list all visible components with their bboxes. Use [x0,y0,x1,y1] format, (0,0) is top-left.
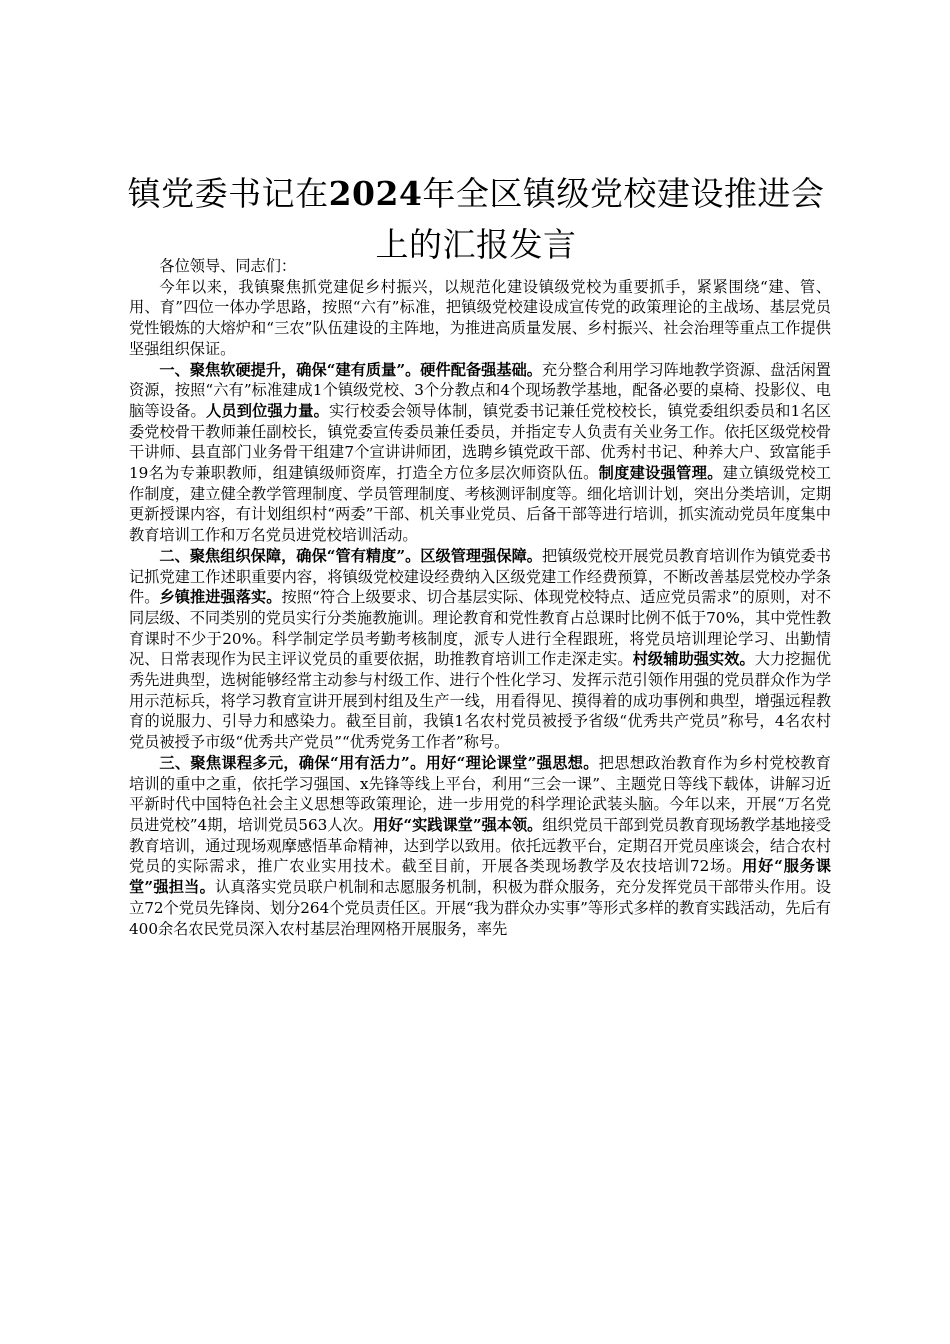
document-body [129,256,831,939]
section-3-text-1: 把思想政治教育作为乡村党校教育培训的重中之重，依托学习强国、x先锋等线上平台，利用“三会一课”、主题党日等线下载体，讲解习近平新时代中国特色社会主义思想等政策理论，进一步用党的科学理论武装头脑。今年以来，开展“万名党员进党校”4期，培训党员563人次。 [129,753,831,834]
section-1-subheading-3: 制度建设强管理。 [598,464,723,483]
section-2-subheading-3: 村级辅助强实效。 [632,650,755,669]
section-3-subheading-3: 用好“服务课堂”强担当。 [129,857,831,897]
title-part1: 镇党委书记在 [127,174,329,213]
section-3-text-2: 组织党员干部到党员教育现场教学基地接受教育培训，通过现场观摩感悟革命精神，达到学以致用。依托远教平台，定期召开党员座谈会，结合农村党员的实际需求，推广农业实用技术。截至目前，开展各类现场教学及农技培训72场。 [129,815,831,876]
section-2-text-1: 把镇级党校开展党员教育培训作为镇党委书记抓党建工作述职重要内容，将镇级党校建设经费纳入区级党建工作经费预算，不断改善基层党校办学条件。 [129,546,831,607]
section-1-text-1: 充分整合利用学习阵地教学资源、盘活闲置资源，按照“六有”标准建成1个镇级党校、3个分教点和4个现场教学基地，配备必要的桌椅、投影仪、电脑等设备。 [129,360,831,420]
section-2-text-2: 按照“符合上级要求、切合基层实际、体现党校特点、适应党员需求”的原则，对不同层级、不同类别的党员实行分类施教施训。理论教育和党性教育占总课时比例不低于70%，其中党性教育课时不少于20%。科学制定学员考勤考核制度，派专人进行全程跟班，将党员培训理论学习、出勤情况、日常表现作为民主评议党员的重要依据，助推教育培训工作走深走实。 [129,588,832,669]
title-year: 2024 [328,174,423,213]
section-1-text-2: 实行校委会领导体制，镇党委书记兼任党校校长，镇党委组织委员和1名区委党校骨干教师兼任副校长，镇党委宣传委员兼任委员，并指定专人负责有关业务工作。依托区级党校骨干讲师、县直部门业务骨干组建7个宣讲讲师团，选聘乡镇党政干部、优秀村书记、种养大户、致富能手19名为专兼职教师，组建镇级师资库，打造全方位多层次师资队伍。 [129,401,832,483]
title-part2: 年全区镇级党校建设推进会上的汇报发言 [375,174,825,264]
section-1-heading: 一、聚焦软硬提升，确保“建有质量”。 [159,360,421,379]
section-1-subheading-2: 人员到位强力量。 [205,401,330,420]
section-2-subheading-2: 乡镇推进强落实。 [159,588,282,607]
document-title [120,168,832,270]
section-1-subheading-1: 硬件配备强基础。 [420,360,542,379]
section-3-heading: 三、聚焦课程多元，确保“用有活力”。 [159,753,426,772]
section-3-subheading-2: 用好“实践课堂”强本领。 [372,815,543,834]
intro-paragraph: 今年以来，我镇聚焦抓党建促乡村振兴，以规范化建设镇级党校为重要抓手，紧紧围绕“建、管、用、育”四位一体办学思路，按照“六有”标准，把镇级党校建设成宣传党的政策理论的主战场、基层党员党性锻炼的大熔炉和“三农”队伍建设的主阵地，为推进高质量发展、乡村振兴、社会治理等重点工作提供坚强组织保证。 [129,277,831,358]
section-1-paragraph [129,360,831,546]
section-3-subheading-1: 用好“理论课堂”强思想。 [425,753,599,772]
salutation: 各位领导、同志们： [159,257,297,275]
section-2-heading: 二、聚焦组织保障，确保“管有精度”。 [159,546,421,565]
section-3-text-3: 认真落实党员联户机制和志愿服务机制，积极为群众服务，充分发挥党员干部带头作用。设立72个党员先锋岗、划分264个党员责任区。开展“我为群众办实事”等形式多样的教育实践活动，先后有400余名农民党员深入农村基层治理网格开展服务，率先 [129,878,831,938]
section-2-paragraph [129,546,831,753]
section-2-text-3: 大力挖掘优秀先进典型，选树能够经常主动参与村级工作、进行个性化学习、发挥示范引领作用强的党员群众作为学用示范标兵，将学习教育宣讲开展到村组及生产一线，用看得见、摸得着的成功事例和典型，增强远程教育的说服力、引导力和感染力。截至目前，我镇1名农村党员被授予省级“优秀共产党员”称号，4名农村党员被授予市级“优秀共产党员”“优秀党务工作者”称号。 [129,650,832,752]
section-1-text-3: 建立镇级党校工作制度，建立健全教学管理制度、学员管理制度、考核测评制度等。细化培训计划，突出分类培训，定期更新授课内容，有计划组织村“两委”干部、机关事业党员、后备干部等进行培训，抓实流动党员年度集中教育培训工作和万名党员进党校培训活动。 [129,464,832,545]
section-2-subheading-1: 区级管理强保障。 [420,546,542,565]
section-3-paragraph [129,753,831,939]
